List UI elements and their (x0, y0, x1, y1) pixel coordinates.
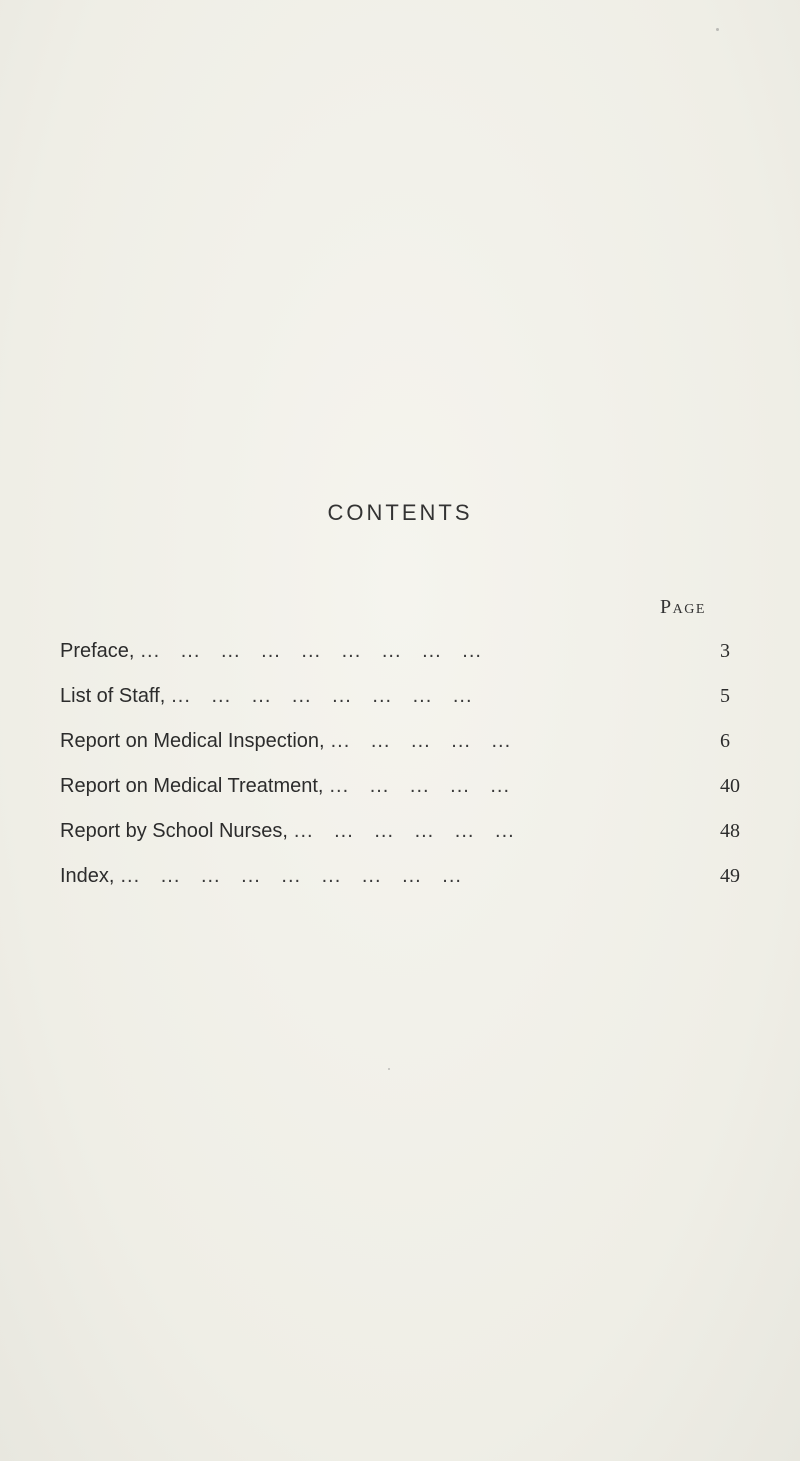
contents-entry-medical-inspection (60, 730, 760, 775)
dot-leader: ... ... ... ... ... ... ... ... ... (140, 640, 482, 662)
contents-list (60, 640, 760, 910)
entry-page-number: 48 (720, 820, 740, 842)
dot-leader: ... ... ... ... ... ... ... ... ... (120, 865, 462, 887)
page-title: CONTENTS (327, 500, 473, 525)
dot-leader: ... ... ... ... ... ... (293, 820, 515, 842)
page-column-heading: Page (660, 596, 706, 618)
entry-page-number: 49 (720, 865, 740, 887)
entry-label: Report on Medical Inspection, (60, 730, 325, 752)
contents-entry-medical-treatment (60, 775, 760, 820)
entry-page-number: 6 (720, 730, 730, 752)
paper-speck (388, 1068, 390, 1070)
dot-leader: ... ... ... ... ... (329, 775, 511, 797)
contents-entry-index (60, 865, 760, 910)
dot-leader: ... ... ... ... ... (330, 730, 512, 752)
entry-label: Report by School Nurses, (60, 820, 288, 842)
entry-label: Index, (60, 865, 115, 887)
entry-page-number: 5 (720, 685, 730, 707)
entry-page-number: 40 (720, 775, 740, 797)
entry-label: List of Staff, (60, 685, 166, 707)
entry-label: Report on Medical Treatment, (60, 775, 324, 797)
entry-page-number: 3 (720, 640, 730, 662)
contents-entry-school-nurses (60, 820, 760, 865)
dot-leader: ... ... ... ... ... ... ... ... (171, 685, 473, 707)
paper-speck (716, 28, 719, 31)
contents-entry-list-of-staff (60, 685, 760, 730)
entry-label: Preface, (60, 640, 135, 662)
contents-entry-preface (60, 640, 760, 685)
